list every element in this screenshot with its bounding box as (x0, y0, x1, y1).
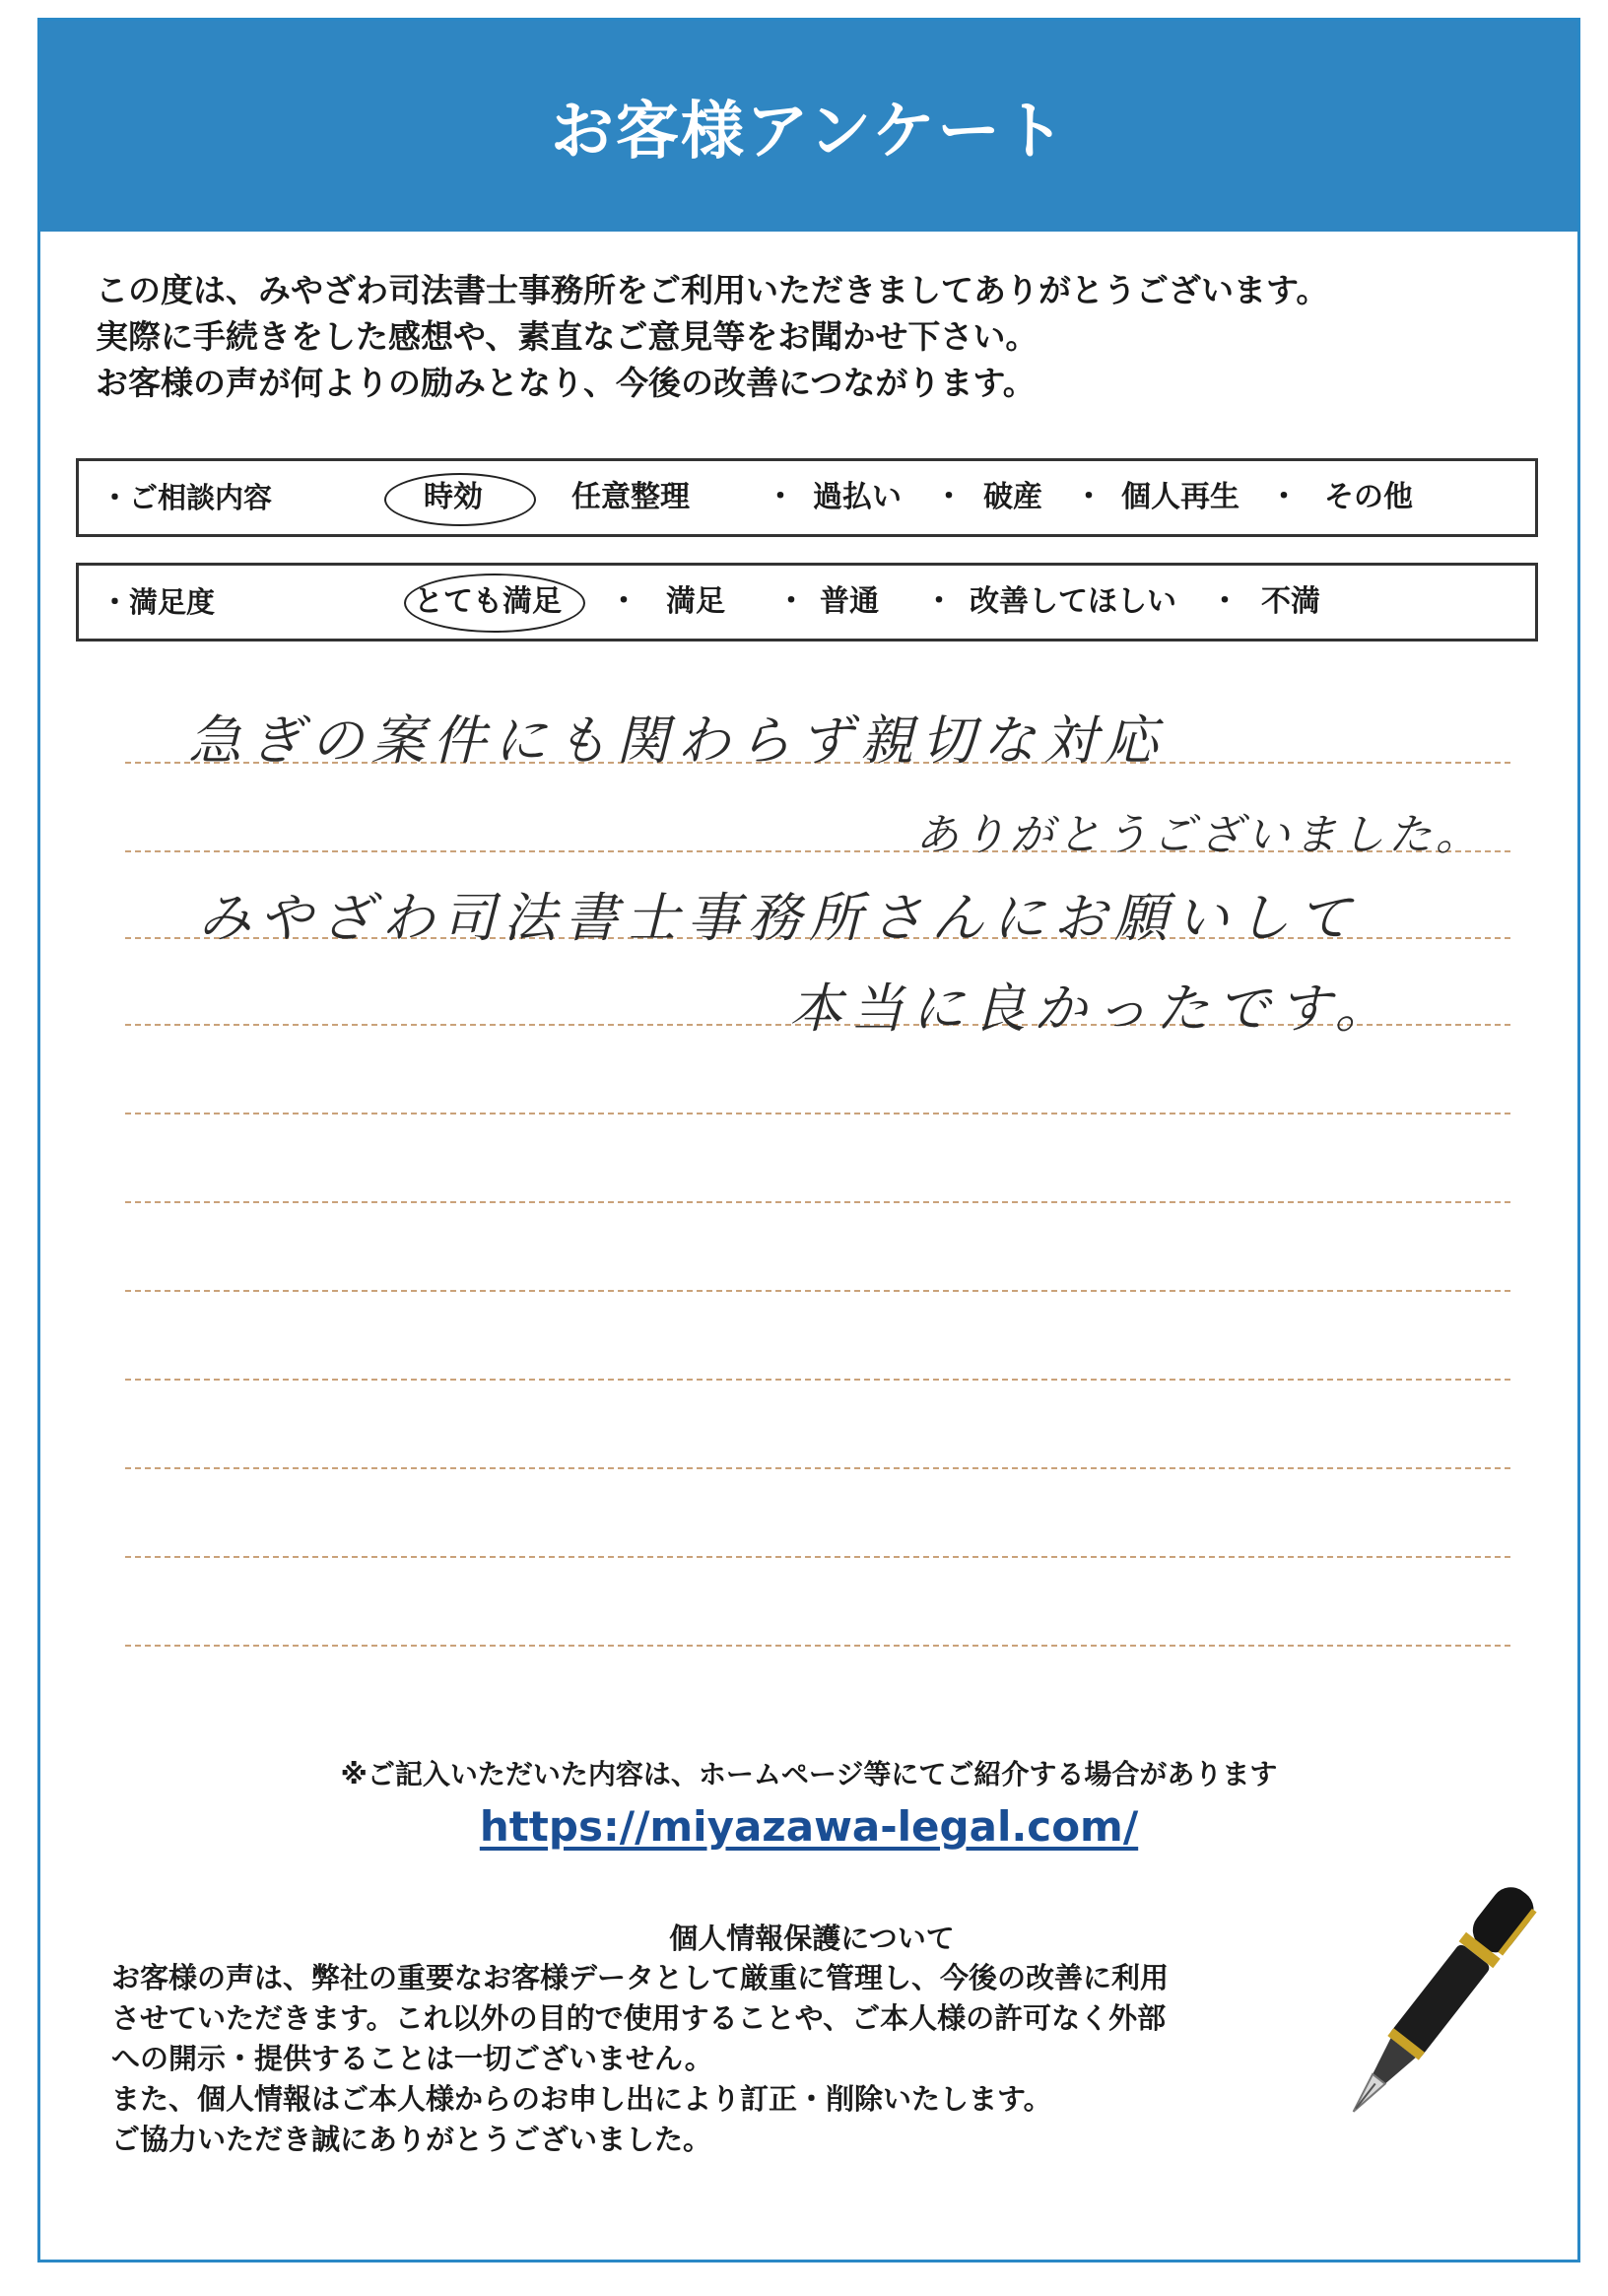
ruled-line (125, 1290, 1510, 1292)
ruled-line (125, 1113, 1510, 1114)
handwritten-comment-line: 本当に良かったです。 (789, 978, 1396, 1040)
ruled-line (125, 1467, 1510, 1469)
handwritten-comment-line: ありがとうございました。 (915, 810, 1483, 860)
privacy-line: への開示・提供することは一切ございません。 (111, 2042, 713, 2075)
privacy-line: また、個人情報はご本人様からのお申し出により訂正・削除いたします。 (111, 2082, 1052, 2116)
separator-dot: ・ (766, 480, 795, 514)
consultation-option-kabarai[interactable]: 過払い (813, 480, 902, 514)
consultation-option-jikou[interactable]: 時効 (424, 480, 483, 514)
handwritten-comment-line: 急ぎの案件にも関わらず親切な対応 (188, 709, 1166, 772)
publication-notice: ※ご記入いただいた内容は、ホームページ等にてご紹介する場合があります (340, 1758, 1278, 1790)
consultation-option-sonota[interactable]: その他 (1324, 480, 1413, 514)
satisfaction-label: ・満足度 (100, 585, 216, 619)
ruled-line (125, 1201, 1510, 1203)
intro-line: 実際に手続きをした感想や、素直なご意見等をお聞かせ下さい。 (96, 317, 1038, 356)
ruled-line (125, 1556, 1510, 1558)
satisfaction-box (76, 563, 1538, 642)
intro-text (96, 267, 1534, 406)
separator-dot: ・ (934, 480, 964, 514)
consultation-option-kojin-saisei[interactable]: 個人再生 (1121, 480, 1240, 514)
ruled-line (125, 1645, 1510, 1647)
handwritten-comment-line: みやざわ司法書士事務所さんにお願いして (198, 887, 1359, 949)
ruled-line (125, 1379, 1510, 1381)
separator-dot: ・ (924, 584, 954, 619)
privacy-line: させていただきます。これ以外の目的で使用することや、ご本人様の許可なく外部 (111, 2001, 1167, 2035)
separator-dot: ・ (776, 584, 806, 619)
privacy-text (111, 1958, 1392, 2160)
privacy-title: 個人情報保護について (669, 1922, 955, 1955)
privacy-line: ご協力いただき誠にありがとうございました。 (111, 2123, 712, 2156)
consultation-label: ・ご相談内容 (100, 481, 273, 514)
separator-dot: ・ (1269, 480, 1299, 514)
satisfaction-option-fuman[interactable]: 不満 (1261, 584, 1320, 619)
intro-line: この度は、みやざわ司法書士事務所をご利用いただきましてありがとうございます。 (96, 271, 1329, 309)
privacy-line: お客様の声は、弊社の重要なお客様データとして厳重に管理し、今後の改善に利用 (111, 1961, 1170, 1994)
page-title: お客様アンケート (550, 96, 1068, 169)
separator-dot: ・ (1074, 480, 1104, 514)
satisfaction-option-manzoku[interactable]: 満足 (666, 584, 725, 619)
satisfaction-option-kaizen[interactable]: 改善してほしい (970, 584, 1176, 619)
survey-sheet (37, 18, 1580, 2262)
intro-line: お客様の声が何よりの励みとなり、今後の改善につながります。 (96, 364, 1036, 402)
satisfaction-option-totemo-manzoku[interactable]: とても満足 (414, 584, 562, 619)
separator-dot: ・ (1210, 584, 1240, 619)
consultation-box (76, 458, 1538, 537)
satisfaction-option-futsuu[interactable]: 普通 (820, 584, 879, 619)
fountain-pen-icon (1311, 1854, 1568, 2149)
consultation-option-hasan[interactable]: 破産 (983, 480, 1042, 514)
website-url[interactable]: https://miyazawa-legal.com/ (479, 1802, 1139, 1851)
consultation-option-nini-seiri[interactable]: 任意整理 (571, 480, 690, 514)
separator-dot: ・ (609, 584, 638, 619)
website-link[interactable] (40, 1802, 1577, 1851)
header-banner (40, 21, 1577, 232)
